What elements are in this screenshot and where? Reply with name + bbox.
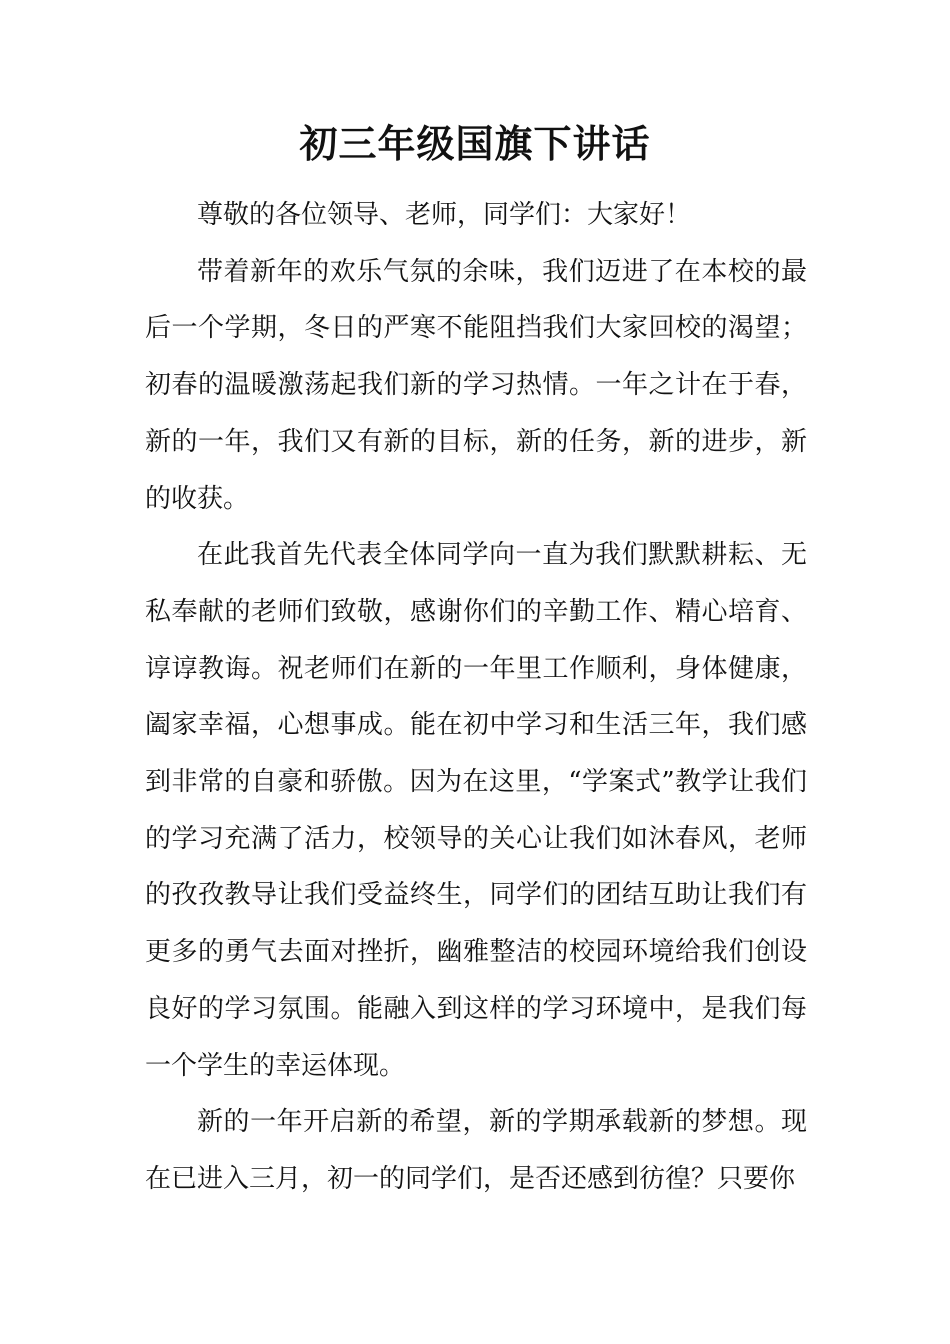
paragraph-greeting: 尊敬的各位领导、老师，同学们：大家好！ [197,200,692,230]
paragraph-new-year: 带着新年的欢乐气氛的余味，我们迈进了在本校的最后一个学期，冬日的严寒不能阻挡我们大家回校的渴望；初春的温暖激荡起我们新的学习热情。一年之计在于春，新的一年，我们又有新的目标，新的任务，新的进步，新的收获。 [145,256,807,514]
paragraph-thanks-teachers: 在此我首先代表全体同学向一直为我们默默耕耘、无私奉献的老师们致敬，感谢你们的辛勤工作、精心培育、谆谆教诲。祝老师们在新的一年里工作顺利，身体健康，阖家幸福，心想事成。能在初中学习和生活三年，我们感到非常的自豪和骄傲。因为在这里，“学案式”教学让我们的学习充满了活力，校领导的关心让我们如沐春风，老师的孜孜教导让我们受益终生，同学们的团结互助让我们有更多的勇气去面对挫折，幽雅整洁的校园环境给我们创设良好的学习氛围。能融入到这样的学习环境中，是我们每一个学生的幸运体现。 [145,540,807,1081]
document-body [145,187,807,1208]
paragraph-new-semester: 新的一年开启新的希望，新的学期承载新的梦想。现在已进入三月，初一的同学们，是否还感到彷徨？只要你 [145,1107,807,1194]
document-title: 初三年级国旗下讲话 [299,121,651,166]
